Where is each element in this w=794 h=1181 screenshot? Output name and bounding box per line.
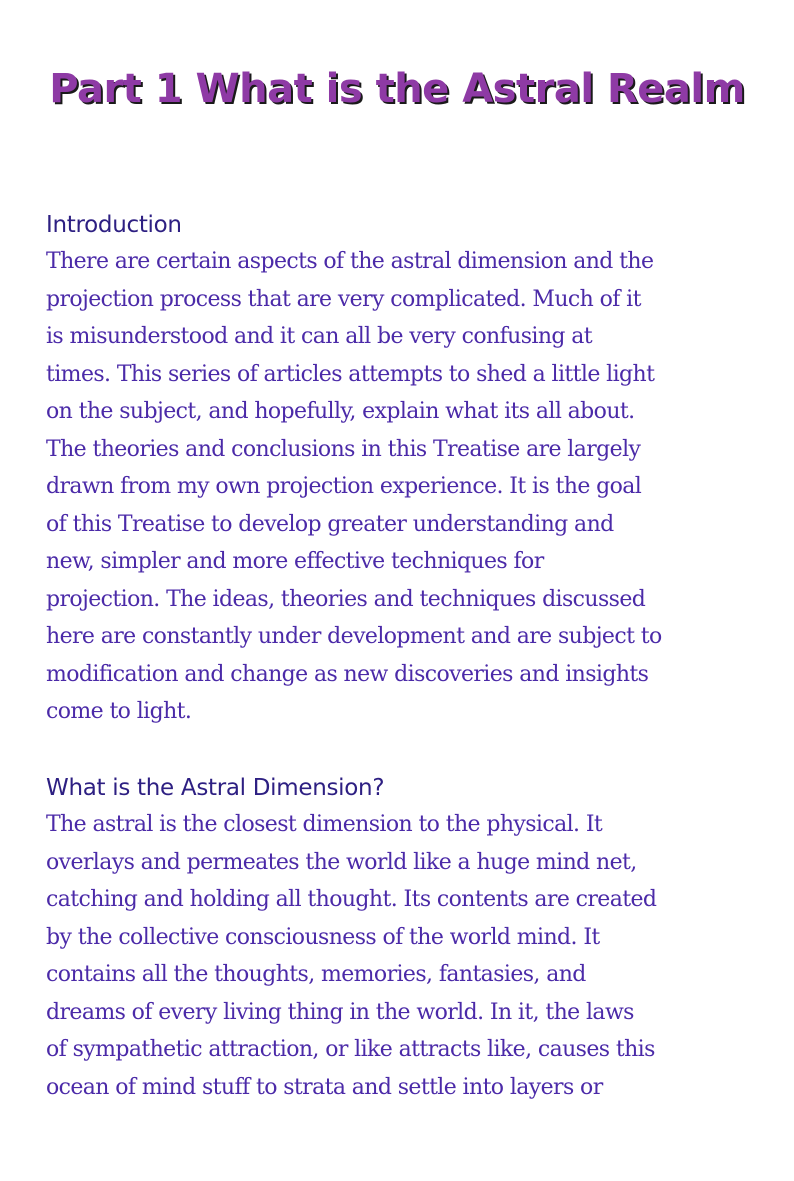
paragraph-line: projection. The ideas, theories and techniques discussed: [46, 586, 646, 612]
paragraph-line: The astral is the closest dimension to the physical. It: [46, 812, 603, 837]
paragraph-line: is misunderstood and it can all be very confusing at: [46, 324, 593, 349]
section-heading: Introduction: [46, 212, 182, 238]
paragraph-line: here are constantly under development and are subject to: [46, 624, 662, 649]
paragraph-line: of sympathetic attraction, or like attracts like, causes this: [46, 1037, 655, 1062]
paragraph-line: The theories and conclusions in this Treatise are largely: [46, 436, 641, 462]
paragraph-line: come to light.: [46, 699, 192, 724]
paragraph-line: new, simpler and more effective techniques for: [46, 549, 544, 574]
paragraph-line: times. This series of articles attempts to shed a little light: [46, 361, 655, 387]
paragraph-line: dreams of every living thing in the world. In it, the laws: [46, 999, 634, 1025]
paragraph-line: drawn from my own projection experience. It is the goal: [46, 474, 642, 499]
paragraph-line: ocean of mind stuff to strata and settle into layers or: [46, 1074, 603, 1100]
paragraph-line: contains all the thoughts, memories, fantasies, and: [46, 962, 586, 987]
paragraph-line: on the subject, and hopefully, explain what its all about.: [46, 399, 635, 424]
paragraph-line: by the collective consciousness of the world mind. It: [46, 924, 600, 950]
paragraph-line: There are certain aspects of the astral dimension and the: [46, 249, 654, 274]
paragraph-line: modification and change as new discoveries and insights: [46, 661, 649, 687]
section-introduction: [46, 207, 746, 731]
paragraph-line: of this Treatise to develop greater understanding and: [46, 511, 614, 537]
page-title: Part 1 What is the Astral Realm: [49, 66, 745, 112]
paragraph-line: overlays and permeates the world like a huge mind net,: [46, 849, 637, 875]
section-heading: What is the Astral Dimension?: [46, 775, 385, 801]
section-what-is-astral-dimension: [46, 770, 746, 1106]
paragraph-line: projection process that are very complicated. Much of it: [46, 286, 641, 312]
paragraph-line: catching and holding all thought. Its contents are created: [46, 887, 657, 912]
